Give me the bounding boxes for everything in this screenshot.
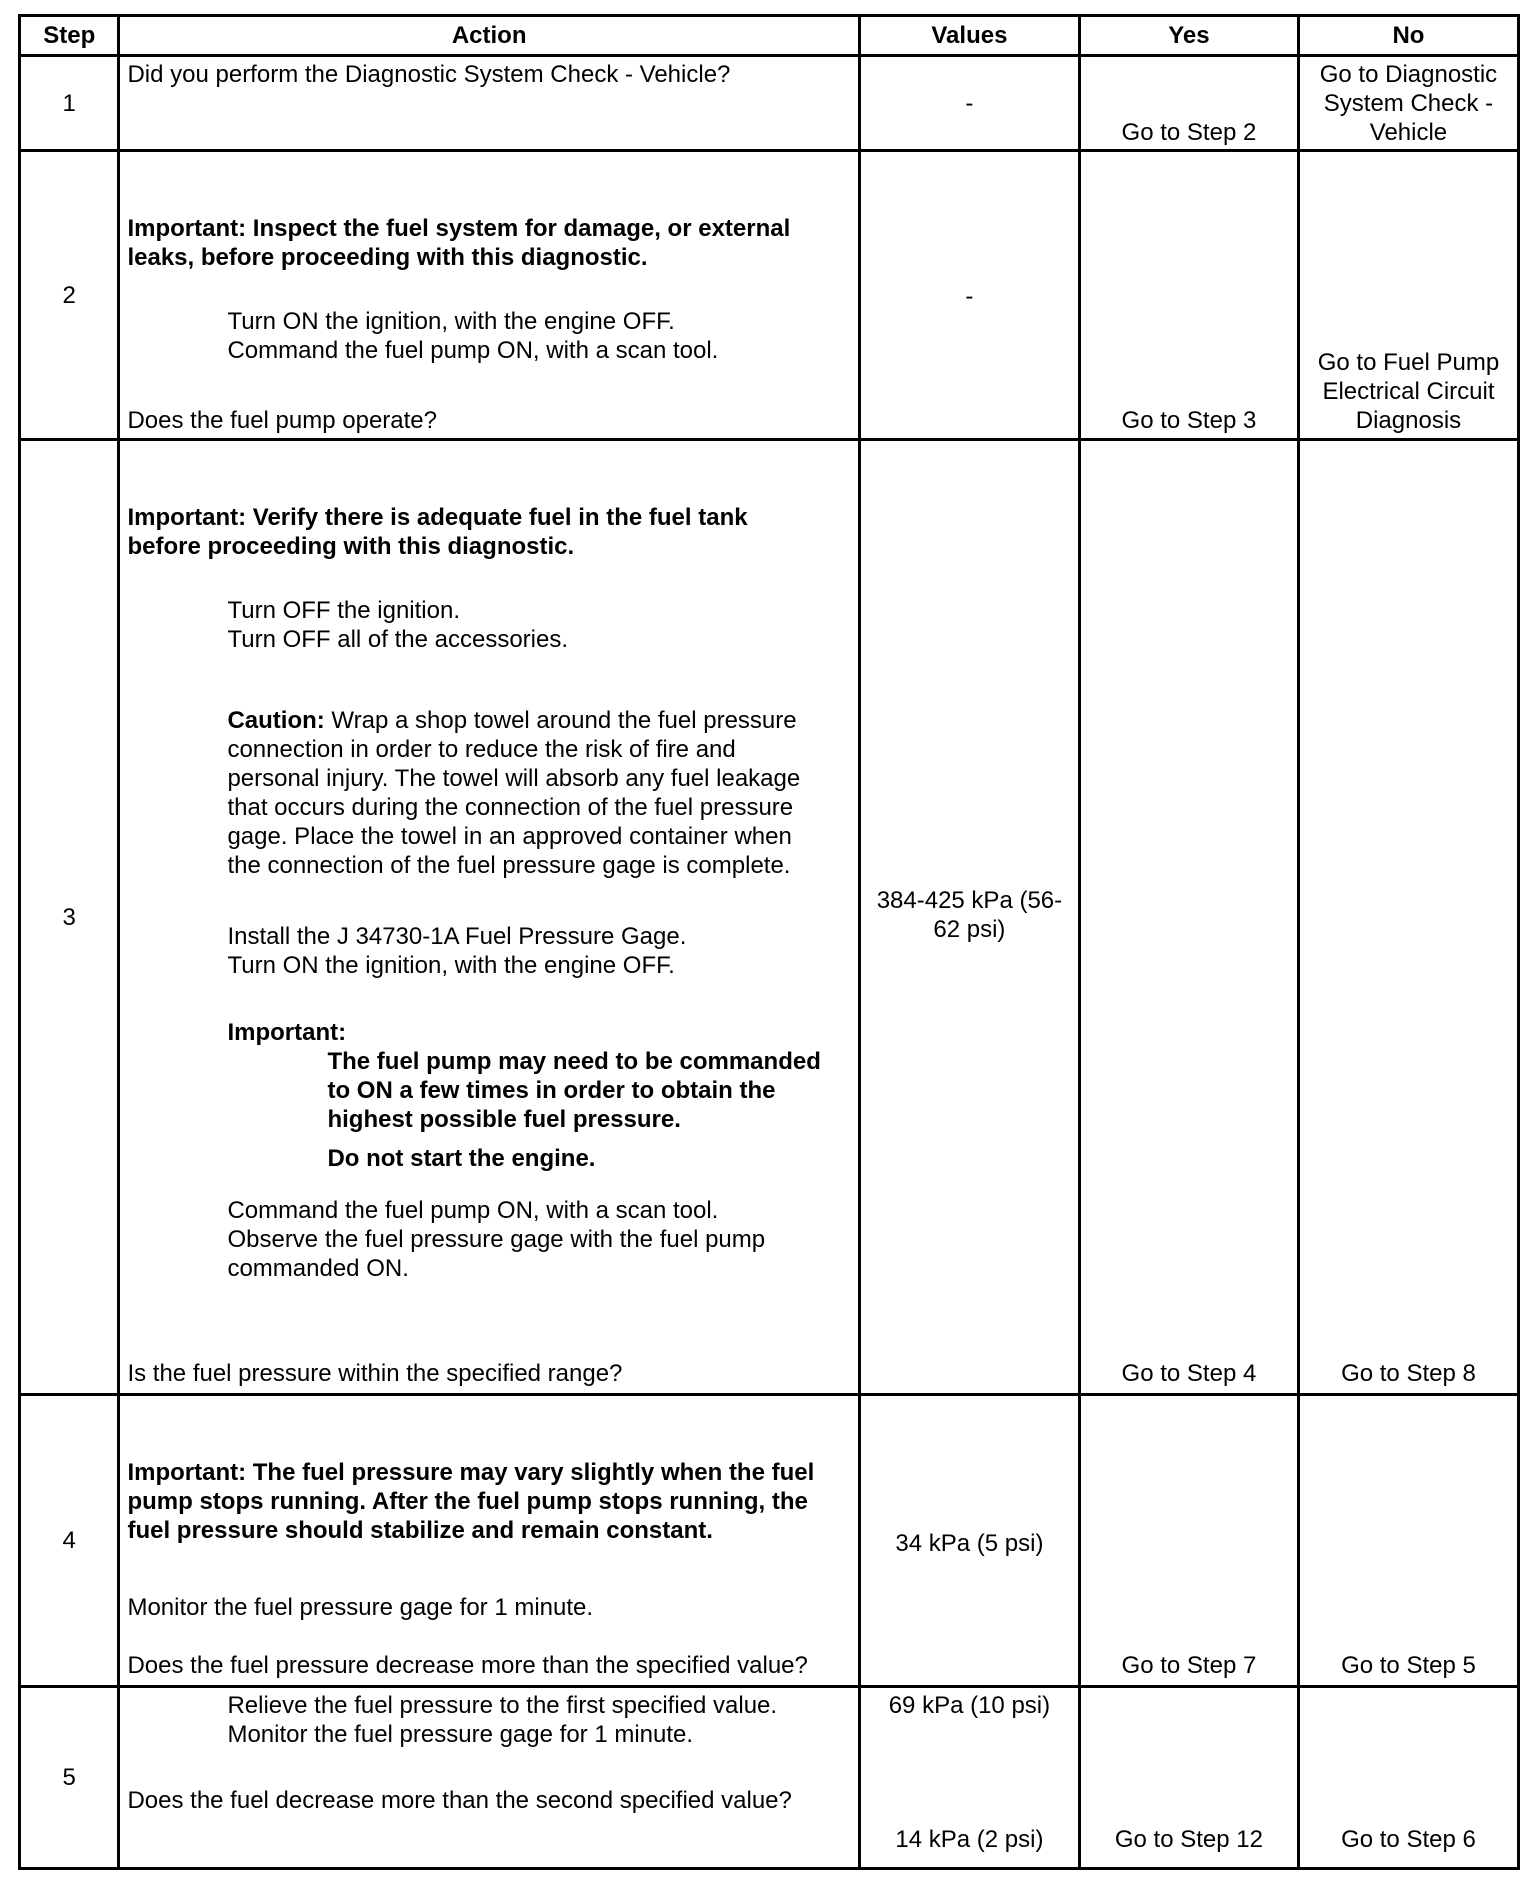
yes-cell — [1079, 1687, 1298, 1869]
no-cell — [1298, 440, 1518, 1395]
no-text: Go to Fuel Pump Electrical Circuit Diagnosis — [1317, 349, 1500, 434]
no-text: Go to Diagnostic System Check - Vehicle — [1319, 61, 1498, 146]
no-text: Go to Step 6 — [1341, 1826, 1476, 1853]
table-row — [20, 1687, 1519, 1869]
diagnostic-table — [18, 14, 1520, 1870]
important-note: Important: Verify there is adequate fuel in the fuel tank before proceeding with this diagnostic. — [127, 504, 748, 560]
caution-note: Caution: Wrap a shop towel around the fuel pressure connection in order to reduce the risk of fire and personal injury. The towel will absorb any fuel leakage that occurs during the connection of the fuel pressure gage. Place the towel in an approved container when the connection of the fuel pressure gage is complete. — [227, 707, 801, 879]
question-text: Does the fuel pump operate? — [127, 407, 437, 434]
yes-text: Go to Step 2 — [1121, 119, 1257, 146]
yes-cell — [1079, 440, 1298, 1395]
action-cell — [119, 151, 859, 440]
action-cell — [119, 1395, 859, 1687]
important-note: Important: The fuel pressure may vary slightly when the fuel pump stops running. After the fuel pump stops running, the fuel pressure should stabilize and remain constant. — [127, 1459, 815, 1544]
header-step: Step — [20, 16, 119, 56]
value-text: - — [965, 90, 974, 117]
step-number: 1 — [20, 56, 119, 151]
no-cell — [1298, 1395, 1518, 1687]
step-number: 2 — [20, 151, 119, 440]
values-cell — [859, 1395, 1079, 1687]
action-cell — [119, 440, 859, 1395]
action-cell — [119, 56, 859, 151]
value-text: 34 kPa (5 psi) — [895, 1530, 1044, 1557]
table-row — [20, 56, 1519, 151]
important-note: The fuel pump may need to be commanded to ON a few times in order to obtain the highest possible fuel pressure. — [327, 1048, 821, 1133]
values-cell — [859, 1687, 1079, 1869]
no-text: Go to Step 5 — [1341, 1652, 1476, 1679]
value-text: 69 kPa (10 psi) — [888, 1692, 1051, 1719]
yes-text: Go to Step 3 — [1121, 407, 1257, 434]
header-values: Values — [859, 16, 1079, 56]
table-row — [20, 440, 1519, 1395]
header-yes: Yes — [1079, 16, 1298, 56]
question-text: Does the fuel decrease more than the second specified value? — [127, 1787, 792, 1814]
question-text: Does the fuel pressure decrease more than the specified value? — [127, 1652, 808, 1679]
procedure-steps: Install the J 34730-1A Fuel Pressure Gage. Turn ON the ignition, with the engine OFF. — [227, 923, 687, 979]
question-text: Is the fuel pressure within the specified range? — [127, 1360, 623, 1387]
values-cell — [859, 56, 1079, 151]
value-text: 14 kPa (2 psi) — [895, 1826, 1044, 1853]
yes-cell — [1079, 151, 1298, 440]
values-cell — [859, 440, 1079, 1395]
value-text: - — [965, 283, 974, 310]
values-cell — [859, 151, 1079, 440]
step-number: 4 — [20, 1395, 119, 1687]
procedure-steps: Relieve the fuel pressure to the first specified value. Monitor the fuel pressure gage for 1 minute. — [227, 1692, 778, 1748]
procedure-steps: Command the fuel pump ON, with a scan tool. Observe the fuel pressure gage with the fuel pump commanded ON. — [227, 1197, 766, 1282]
table-row — [20, 151, 1519, 440]
no-text: Go to Step 8 — [1341, 1360, 1476, 1387]
warning-note: Do not start the engine. — [327, 1145, 596, 1172]
step-number: 5 — [20, 1687, 119, 1869]
yes-cell — [1079, 1395, 1298, 1687]
no-cell — [1298, 56, 1518, 151]
no-cell — [1298, 151, 1518, 440]
question-text: Did you perform the Diagnostic System Check - Vehicle? — [127, 61, 731, 88]
yes-text: Go to Step 4 — [1121, 1360, 1257, 1387]
step-number: 3 — [20, 440, 119, 1395]
value-text: 384-425 kPa (56- 62 psi) — [876, 887, 1063, 943]
header-action: Action — [119, 16, 859, 56]
table-row — [20, 1395, 1519, 1687]
no-cell — [1298, 1687, 1518, 1869]
yes-text: Go to Step 7 — [1121, 1652, 1257, 1679]
header-no: No — [1298, 16, 1518, 56]
yes-cell — [1079, 56, 1298, 151]
action-cell — [119, 1687, 859, 1869]
important-note: Important: Inspect the fuel system for damage, or external leaks, before proceeding with this diagnostic. — [127, 215, 791, 271]
instruction-text: Monitor the fuel pressure gage for 1 minute. — [127, 1594, 594, 1621]
yes-text: Go to Step 12 — [1114, 1826, 1263, 1853]
header-row — [20, 16, 1519, 56]
procedure-steps: Turn OFF the ignition. Turn OFF all of the accessories. — [227, 597, 569, 653]
procedure-steps: Turn ON the ignition, with the engine OFF. Command the fuel pump ON, with a scan tool. — [227, 308, 719, 364]
important-label: Important: — [227, 1019, 347, 1046]
